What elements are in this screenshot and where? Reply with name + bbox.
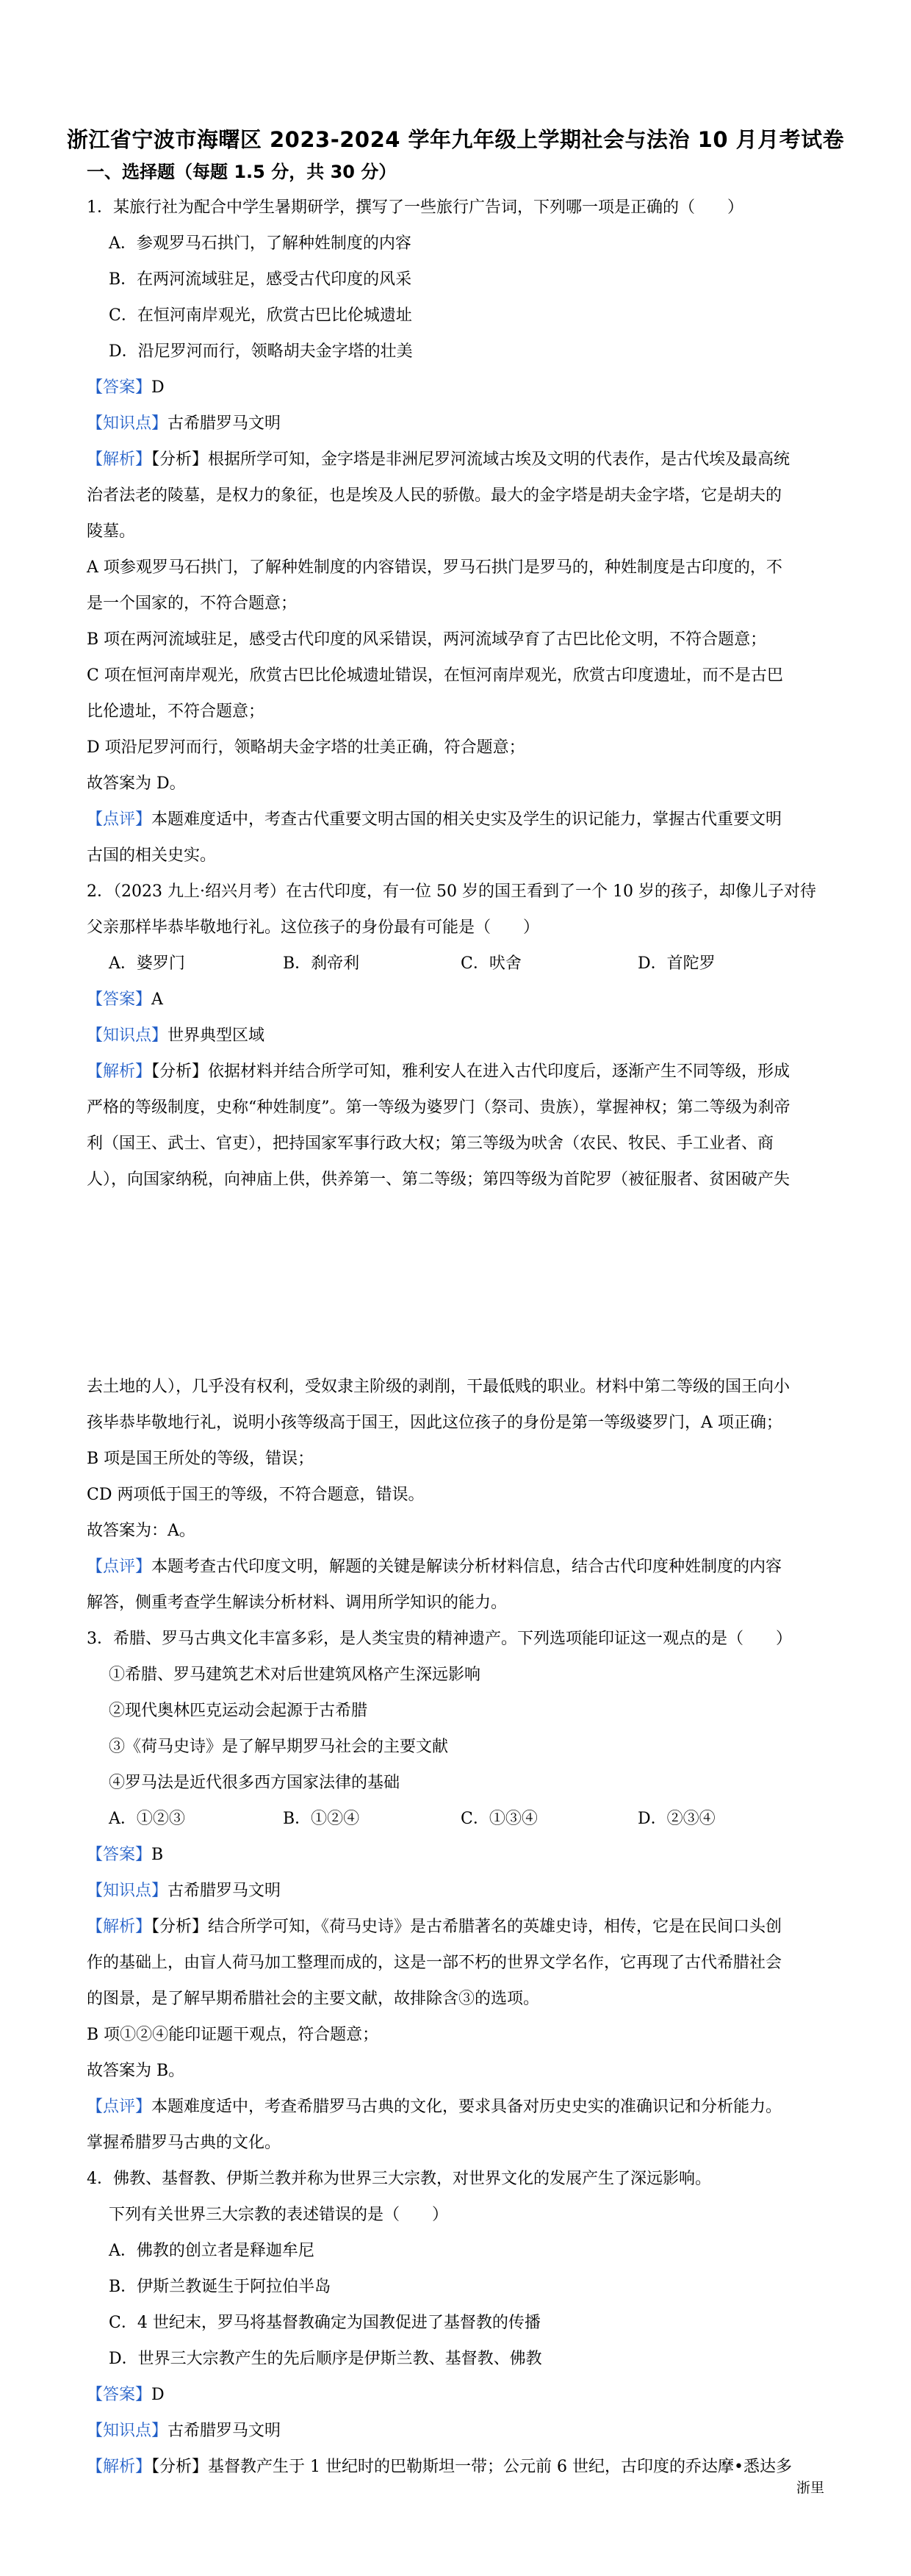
q4-analysis-line: 【解析】【分析】基督教产生于 1 世纪时的巴勒斯坦一带；公元前 6 世纪，古印度的乔达摩•悉达多: [87, 2458, 792, 2476]
q3-analysis-line: 的图景，是了解早期希腊社会的主要文献，故排除含③的选项。: [87, 1990, 540, 2008]
q3-comment-line: 【点评】本题难度适中，考查希腊罗马古典的文化，要求具备对历史史实的准确识记和分析能力。: [87, 2098, 782, 2116]
page-footer: 浙里: [796, 2480, 824, 2496]
q4-stem: 4．佛教、基督教、伊斯兰教并称为世界三大宗教，对世界文化的发展产生了深远影响。: [87, 2170, 711, 2188]
q3-analysis-line: 作的基础上，由盲人荷马加工整理而成的，这是一部不朽的世界文学名作，它再现了古代希腊社会: [87, 1954, 782, 1972]
q2-stem-line: 父亲那样毕恭毕敬地行礼。这位孩子的身份最有可能是（ ）: [87, 918, 540, 937]
document-title: 浙江省宁波市海曙区 2023-2024 学年九年级上学期社会与法治 10 月月考试卷: [66, 127, 845, 152]
q1-analysis-line: 陵墓。: [87, 522, 136, 541]
q1-option-a: A．参观罗马石拱门，了解种姓制度的内容: [109, 234, 411, 253]
q3-item: ②现代奥林匹克运动会起源于古希腊: [109, 1702, 368, 1720]
q2-comment-line: 【点评】本题考查古代印度文明，解题的关键是解读分析材料信息，结合古代印度种姓制度的内容: [87, 1558, 782, 1576]
q3-item: ①希腊、罗马建筑艺术对后世建筑风格产生深远影响: [109, 1666, 481, 1684]
q4-option-d: D．世界三大宗教产生的先后顺序是伊斯兰教、基督教、佛教: [109, 2350, 542, 2368]
q2-analysis-cont-line: 去土地的人），几乎没有权利，受奴隶主阶级的剥削，干最低贱的职业。材料中第二等级的国王向小: [87, 1378, 791, 1396]
q1-knowledge: 【知识点】古希腊罗马文明: [87, 414, 281, 433]
q2-analysis-cont-line: CD 两项低于国王的等级，不符合题意，错误。: [87, 1486, 425, 1504]
q3-option-a: A．①②③: [109, 1810, 185, 1828]
q3-answer: 【答案】B: [87, 1846, 164, 1864]
q3-item: ③《荷马史诗》是了解早期罗马社会的主要文献: [109, 1738, 449, 1756]
q3-knowledge: 【知识点】古希腊罗马文明: [87, 1882, 281, 1900]
q1-body-line: 是一个国家的，不符合题意；: [87, 594, 298, 613]
q3-body-line: B 项①②④能印证题干观点，符合题意；: [87, 2026, 379, 2044]
q2-analysis-line: 人），向国家纳税，向神庙上供，供养第一、第二等级；第四等级为首陀罗（被征服者、贫困破产失: [87, 1170, 791, 1189]
q2-knowledge: 【知识点】世界典型区域: [87, 1026, 265, 1045]
q2-analysis-line: 利（国王、武士、官吏），把持国家军事行政大权；第三等级为吠舍（农民、牧民、手工业者、商: [87, 1134, 774, 1153]
q2-analysis-cont-line: B 项是国王所处的等级，错误；: [87, 1450, 314, 1468]
q4-answer: 【答案】D: [87, 2386, 165, 2404]
q4-option-c: C．4 世纪末，罗马将基督教确定为国教促进了基督教的传播: [109, 2314, 541, 2332]
q2-analysis-line: 【解析】【分析】依据材料并结合所学可知，雅利安人在进入古代印度后，逐渐产生不同等级，形成: [87, 1062, 791, 1081]
q1-comment-line: 【点评】本题难度适中，考查古代重要文明古国的相关史实及学生的识记能力，掌握古代重要文明: [87, 810, 782, 829]
q1-option-c: C．在恒河南岸观光，欣赏古巴比伦城遗址: [109, 306, 412, 325]
q3-item: ④罗马法是近代很多西方国家法律的基础: [109, 1774, 400, 1792]
q1-body-line: 故答案为 D。: [87, 774, 186, 793]
q1-body-line: A 项参观罗马石拱门，了解种姓制度的内容错误，罗马石拱门是罗马的，种姓制度是古印度的，不: [87, 558, 782, 577]
q4-substem: 下列有关世界三大宗教的表述错误的是（ ）: [109, 2206, 449, 2224]
q2-option-b: B．刹帝利: [283, 954, 360, 973]
q1-comment-line: 古国的相关史实。: [87, 846, 217, 865]
q4-option-a: A．佛教的创立者是释迦牟尼: [109, 2242, 314, 2260]
q3-option-c: C．①③④: [461, 1810, 538, 1828]
q2-analysis-line: 严格的等级制度，史称“种姓制度”。第一等级为婆罗门（祭司、贵族），掌握神权；第二等级为刹帝: [87, 1098, 791, 1117]
q1-option-d: D．沿尼罗河而行，领略胡夫金字塔的壮美: [109, 342, 413, 361]
q3-option-d: D．②③④: [638, 1810, 716, 1828]
q3-stem: 3．希腊、罗马古典文化丰富多彩，是人类宝贵的精神遗产。下列选项能印证这一观点的是（ ）: [87, 1630, 793, 1648]
q3-comment-line: 掌握希腊罗马古典的文化。: [87, 2134, 281, 2152]
section-heading: 一、选择题（每题 1.5 分，共 30 分）: [87, 162, 397, 182]
q1-body-line: C 项在恒河南岸观光，欣赏古巴比伦城遗址错误，在恒河南岸观光，欣赏古印度遗址，而不是古巴: [87, 666, 783, 685]
q1-analysis-line: 【解析】【分析】根据所学可知，金字塔是非洲尼罗河流域古埃及文明的代表作，是古代埃及最高统: [87, 450, 791, 469]
q1-body-line: D 项沿尼罗河而行，领略胡夫金字塔的壮美正确，符合题意；: [87, 738, 525, 757]
q2-option-d: D．首陀罗: [638, 954, 716, 973]
q2-analysis-cont-line: 故答案为：A。: [87, 1522, 195, 1540]
q3-option-b: B．①②④: [283, 1810, 360, 1828]
q4-knowledge: 【知识点】古希腊罗马文明: [87, 2422, 281, 2440]
q2-option-c: C．吠舍: [461, 954, 522, 973]
q4-option-b: B．伊斯兰教诞生于阿拉伯半岛: [109, 2278, 331, 2296]
q1-stem: 1．某旅行社为配合中学生暑期研学，撰写了一些旅行广告词，下列哪一项是正确的（ ）: [87, 198, 744, 217]
q3-analysis-line: 【解析】【分析】结合所学可知，《荷马史诗》是古希腊著名的英雄史诗，相传，它是在民间口头创: [87, 1918, 782, 1936]
q1-body-line: 比伦遗址，不符合题意；: [87, 702, 265, 721]
q2-analysis-cont-line: 孩毕恭毕敬地行礼，说明小孩等级高于国王，因此这位孩子的身份是第一等级婆罗门，A 项正确；: [87, 1414, 782, 1432]
q2-stem-line: 2．（2023 九上·绍兴月考）在古代印度，有一位 50 岁的国王看到了一个 10 岁的孩子，却像儿子对待: [87, 882, 816, 901]
q2-answer: 【答案】A: [87, 990, 163, 1009]
q2-option-a: A．婆罗门: [109, 954, 185, 973]
q3-body-line: 故答案为 B。: [87, 2062, 185, 2080]
q1-body-line: B 项在两河流域驻足，感受古代印度的风采错误，两河流域孕育了古巴比伦文明，不符合题意；: [87, 630, 767, 649]
q2-comment-line: 解答，侧重考查学生解读分析材料、调用所学知识的能力。: [87, 1594, 508, 1612]
q1-analysis-line: 治者法老的陵墓，是权力的象征，也是埃及人民的骄傲。最大的金字塔是胡夫金字塔，它是胡夫的: [87, 486, 782, 505]
q1-answer: 【答案】D: [87, 378, 165, 397]
q1-option-b: B．在两河流域驻足，感受古代印度的风采: [109, 270, 412, 289]
